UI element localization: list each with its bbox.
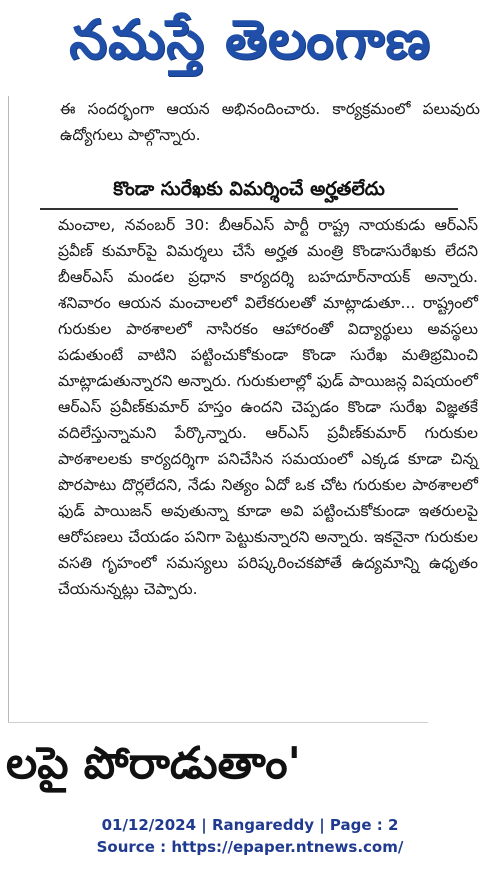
source-line[interactable]: Source : https://epaper.ntnews.com/ (96, 838, 404, 856)
masthead-logo: నమస్తే తెలంగాణ (69, 7, 431, 71)
article-body (58, 212, 478, 602)
next-article-headline-fragment: లపై పోరాడుతాం' (6, 738, 301, 789)
section-divider (8, 722, 428, 723)
headline-underline (40, 208, 458, 210)
edition-line: 01/12/2024 | Rangareddy | Page : 2 (101, 816, 399, 834)
article-intro-text: ఈ సందర్భంగా ఆయన అభినందించారు. కార్యక్రమంలో పలువురు ఉద్యోగులు పాల్గొన్నారు. (60, 100, 480, 144)
article-headline: కొండా సురేఖకు విమర్శించే అర్హతలేదు (113, 178, 385, 200)
source-footer (0, 814, 500, 858)
column-divider (8, 96, 9, 722)
article-body-paragraph: మంచాల, నవంబర్ 30: బీఆర్ఎస్ పార్టీ రాష్ట్ర నాయకుడు ఆర్ఎస్ ప్రవీణ్ కుమార్‌పై విమర్శలు చేసే అర్హత మంత్రి కొండాసురేఖకు లేదని బీఆర్ఎస్ మండల ప్రధాన కార్యదర్శి బహదూర్‌నాయక్ అన్నారు. శనివారం ఆయన మంచాలలో విలేకరులతో మాట్లాడుతూ... రాష్ట్రంలో గురుకుల పాఠశాలలో నాసిరకం ఆహారంతో విద్యార్థులు అవస్థలు పడుతుంటే వాటిని పట్టించుకోకుండా కొండా సురేఖ మతిభ్రమించి మాట్లాడుతున్నారని అన్నారు. గురుకులాల్లో ఫుడ్ పాయిజన్ల విషయంలో ఆర్ఎస్ ప్రవీణ్‌కుమార్ హస్తం ఉందని చెప్పడం కొండా సురేఖ విజ్ఞతకే వదిలేస్తున్నామని పేర్కొన్నారు. ఆర్ఎస్ ప్రవీణ్‌కుమార్ గురుకుల పాఠశాలలకు కార్యదర్శిగా పనిచేసిన సమయంలో ఎక్కడ కూడా చిన్న పొరపాటు దొర్లలేదని, నేడు నిత్యం ఏదో ఒక చోట గురుకుల పాఠశాలలో ఫుడ్ పాయిజన్ అవుతున్నా కూడా అవి పట్టించుకోకుండా ఇతరులపై ఆరోపణలు చేయడం పనిగా పెట్టుకున్నారని అన్నారు. ఇకనైనా గురుకుల వసతి గృహంలో సమస్యలు పరిష్కరించకపోతే ఉద్యమాన్ని ఉధృతం చేయనున్నట్లు చెప్పారు. (58, 216, 478, 598)
